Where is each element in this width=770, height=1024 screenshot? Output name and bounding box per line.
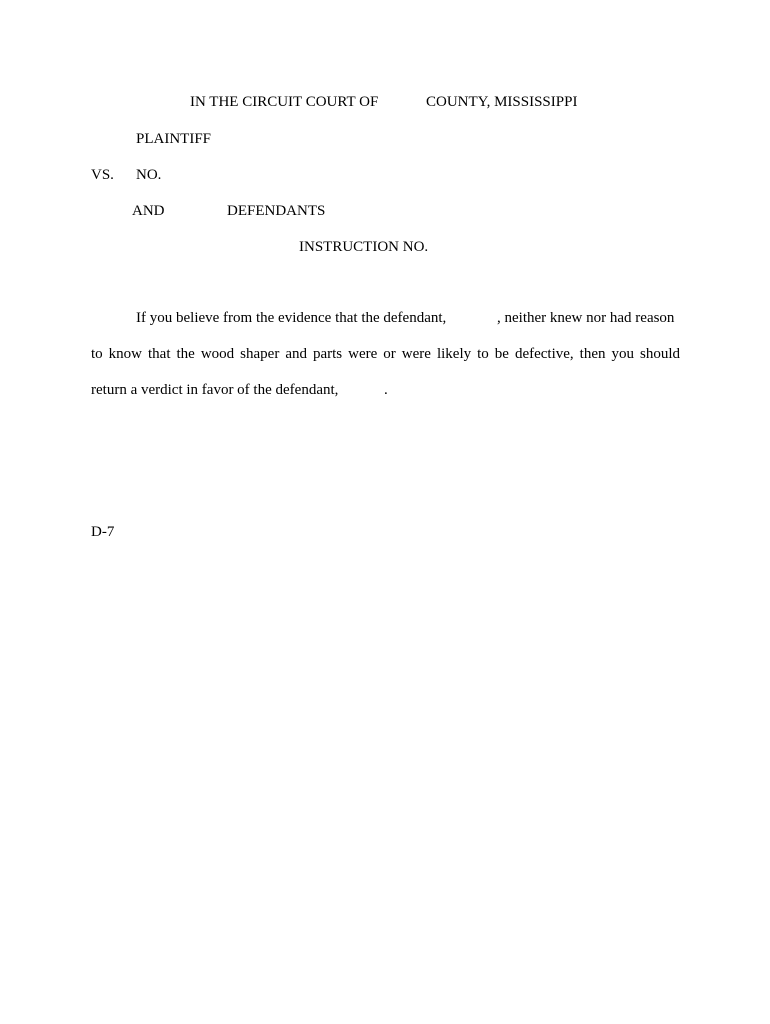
plaintiff-label: PLAINTIFF — [136, 131, 212, 147]
and-label: AND — [132, 203, 165, 219]
defendants-label: DEFENDANTS — [227, 203, 326, 219]
court-heading-prefix: IN THE CIRCUIT COURT OF — [190, 94, 379, 110]
instruction-line1-part2: , neither knew nor had reason — [497, 310, 675, 326]
instruction-title: INSTRUCTION NO. — [299, 239, 429, 255]
case-number-label: NO. — [136, 167, 162, 183]
court-heading-county: COUNTY, MISSISSIPPI — [426, 94, 578, 110]
instruction-line2: to know that the wood shaper and parts were or were likely to be defective, then you should — [91, 346, 680, 362]
instruction-line3-part2: . — [384, 382, 388, 398]
versus-label: VS. — [91, 167, 114, 183]
instruction-line3-part1: return a verdict in favor of the defendant, — [91, 382, 339, 398]
document-code: D-7 — [91, 524, 115, 540]
instruction-line1-part1: If you believe from the evidence that the defendant, — [136, 310, 447, 326]
